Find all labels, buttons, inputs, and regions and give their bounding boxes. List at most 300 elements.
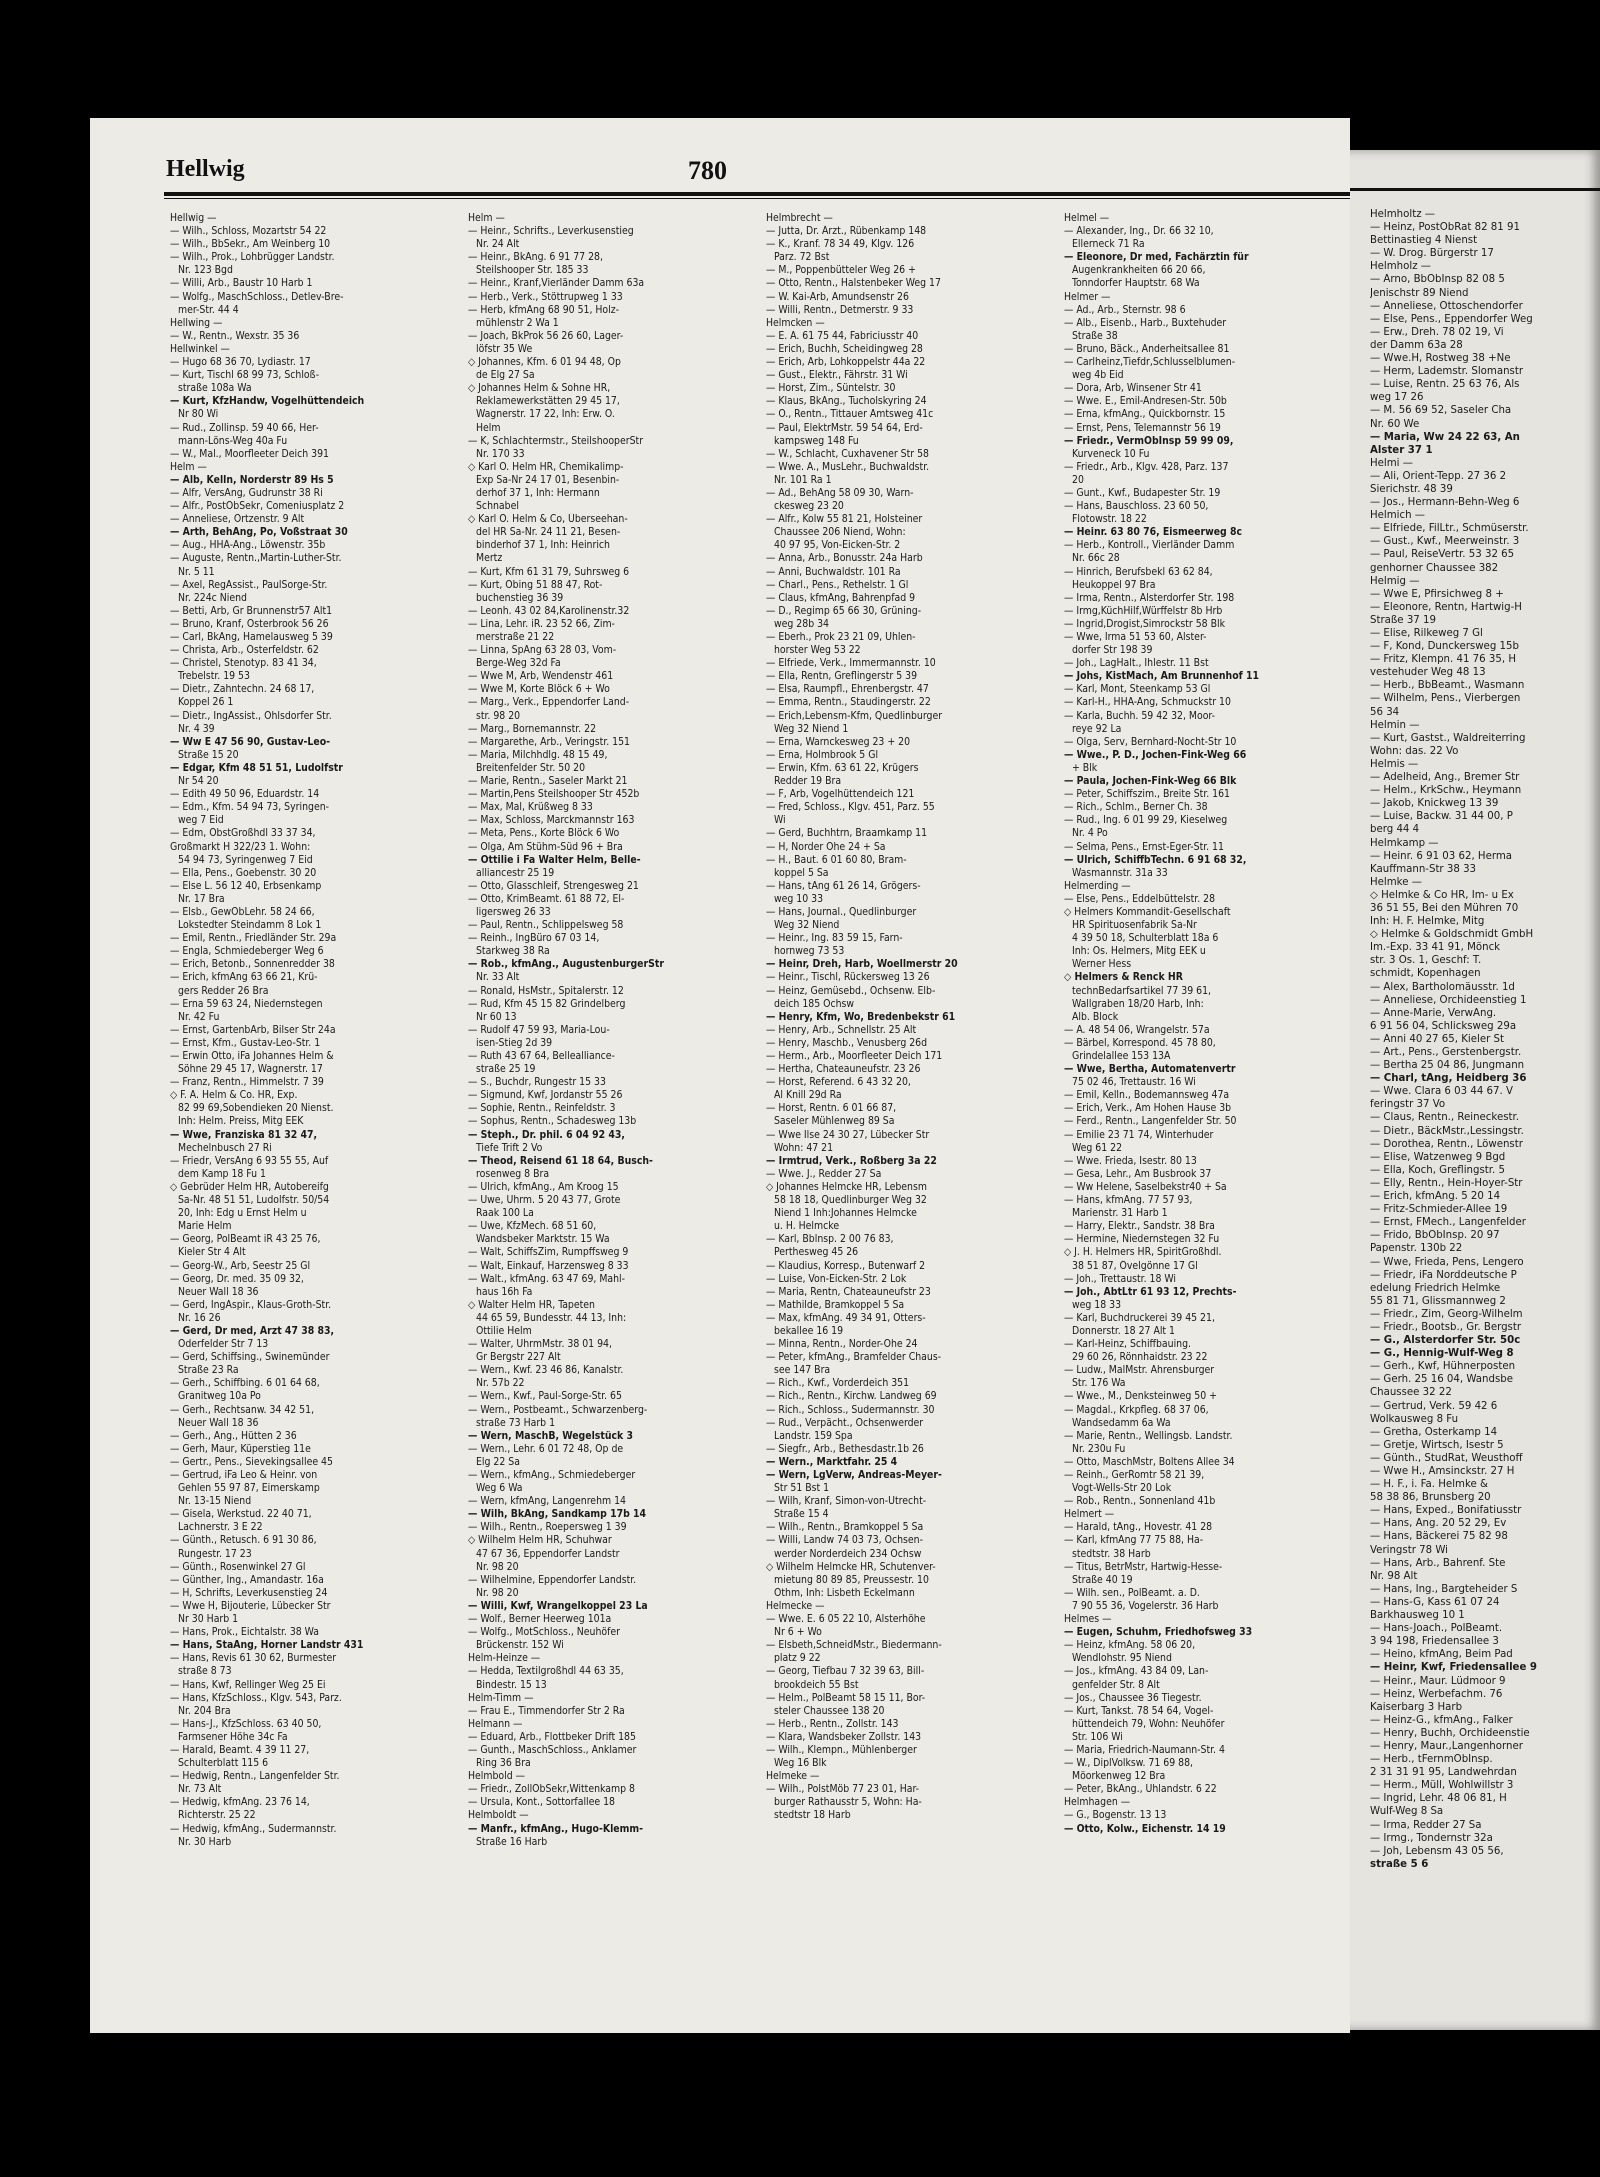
directory-entry: — Marie, Rentn., Wellingsb. Landstr. — [1064, 1429, 1233, 1442]
directory-entry: Heukoppel 97 Bra — [1072, 578, 1156, 591]
adjacent-page-column — [1370, 208, 1600, 2008]
directory-entry: — Carlheinz,Tiefdr,Schlusselblumen- — [1064, 356, 1236, 369]
directory-entry: haus 16h Fa — [476, 1285, 533, 1298]
directory-entry: — Wwe, Franziska 81 32 47, — [170, 1128, 318, 1141]
directory-entry: 47 67 36, Eppendorfer Landstr — [476, 1547, 620, 1560]
directory-entry: — Emilie 23 71 74, Winterhuder — [1064, 1128, 1214, 1141]
adjacent-page-entry: Wolkausweg 8 Fu — [1370, 1413, 1459, 1425]
adjacent-page-entry: 36 51 55, Bei den Mühren 70 — [1370, 902, 1519, 914]
directory-entry: Ring 36 Bra — [476, 1757, 531, 1770]
directory-entry: — Ulrich, kfmAng., Am Kroog 15 — [468, 1180, 619, 1193]
adjacent-page-entry: schmidt, Kopenhagen — [1370, 968, 1481, 980]
directory-entry: — Meta, Pens., Korte Blöck 6 Wo — [468, 827, 620, 840]
directory-entry: weg 4b Eid — [1072, 369, 1124, 382]
directory-entry: — Rud, Kfm 45 15 82 Grindelberg — [468, 997, 626, 1010]
directory-entry: — Frau E., Timmendorfer Str 2 Ra — [468, 1704, 625, 1717]
directory-entry: — H., Baut. 6 01 60 80, Bram- — [766, 853, 907, 866]
adjacent-page-entry: — Hans-G, Kass 61 07 24 — [1370, 1596, 1500, 1608]
directory-entry: Kieler Str 4 Alt — [178, 1246, 246, 1259]
directory-entry: — Betti, Arb, Gr Brunnenstr57 Alt1 — [170, 604, 333, 617]
directory-entry: Str 51 Bst 1 — [774, 1482, 830, 1495]
directory-entry: — Wilh., Schloss, Mozartstr 54 22 — [170, 225, 327, 238]
directory-entry: — Engla, Schmiedeberger Weg 6 — [170, 945, 324, 958]
directory-entry: — Irmtrud, Verk., Roßberg 3a 22 — [766, 1154, 937, 1167]
directory-entry: burger Rathausstr 5, Wohn: Ha- — [774, 1796, 922, 1809]
adjacent-page-entry: — Gerh. 25 16 04, Wandsbe — [1370, 1374, 1514, 1386]
adjacent-page-header-rule — [1330, 188, 1600, 191]
directory-entry: buchenstieg 36 39 — [476, 591, 564, 604]
directory-entry: Neuer Wall 18 36 — [178, 1416, 259, 1429]
directory-entry: hornweg 73 53 — [774, 945, 845, 958]
directory-entry: — Otto, MaschMstr, Boltens Allee 34 — [1064, 1455, 1235, 1468]
header-rule-thin — [164, 198, 1350, 199]
directory-entry: — Hans, Revis 61 30 62, Burmester — [170, 1652, 337, 1665]
adjacent-page-entry: — Herb., BbBeamt., Wasmann — [1370, 680, 1525, 692]
directory-entry: Nr. 170 33 — [476, 447, 525, 460]
directory-entry: — Minna, Rentn., Norder-Ohe 24 — [766, 1338, 918, 1351]
directory-entry: — Gerh., Rechtsanw. 34 42 51, — [170, 1403, 315, 1416]
directory-entry: — Gesa, Lehr., Am Busbrook 37 — [1064, 1167, 1212, 1180]
directory-entry: — Eduard, Arb., Flottbeker Drift 185 — [468, 1730, 636, 1743]
adjacent-page-entry: — G., Alsterdorfer Str. 50c — [1370, 1335, 1521, 1347]
directory-page — [90, 118, 1350, 2033]
adjacent-page-entry: — Anneliese, Orchideenstieg 1 — [1370, 994, 1527, 1006]
directory-entry: Nr 80 Wi — [178, 408, 219, 421]
directory-entry: 44 65 59, Bundesstr. 44 13, Inh: — [476, 1311, 627, 1324]
directory-entry: — Kurt, Tankst. 78 54 64, Vogel- — [1064, 1704, 1214, 1717]
directory-entry: — Paul, Rentn., Schlippelsweg 58 — [468, 919, 624, 932]
directory-entry: Helm — — [468, 212, 505, 224]
directory-entry: — Karl, kfmAng 77 75 88, Ha- — [1064, 1534, 1204, 1547]
directory-entry: — Otto, KrimBeamt. 61 88 72, El- — [468, 892, 625, 905]
directory-entry: — Hans, Prok., Eichtalstr. 38 Wa — [170, 1626, 319, 1639]
directory-entry: — Alfr, VersAng, Gudrunstr 38 Ri — [170, 486, 323, 499]
directory-entry: brookdeich 55 Bst — [774, 1678, 859, 1691]
directory-entry: — H, Norder Ohe 24 + Sa — [766, 840, 886, 853]
directory-entry: u. H. Helmcke — [774, 1220, 840, 1233]
directory-entry: Nr. 42 Fu — [178, 1010, 220, 1023]
adjacent-page-entry: — Gertrud, Verk. 59 42 6 — [1370, 1400, 1498, 1412]
directory-entry: Nr. 24 Alt — [476, 238, 520, 251]
directory-entry: Nr. 66c 28 — [1072, 552, 1120, 565]
adjacent-page-entry: — Anneliese, Ottoschendorfer — [1370, 300, 1523, 312]
adjacent-page-entry: — Adelheid, Ang., Bremer Str — [1370, 772, 1520, 784]
directory-entry: Parz. 72 Bst — [774, 251, 830, 264]
directory-entry: — Horst, Rentn. 6 01 66 87, — [766, 1102, 897, 1115]
directory-entry: — Rich., Rentn., Kirchw. Landweg 69 — [766, 1390, 937, 1403]
directory-entry: — Gisela, Werkstud. 22 40 71, — [170, 1508, 312, 1521]
adjacent-page-entry: vestehuder Weg 48 13 — [1370, 667, 1486, 679]
adjacent-page-entry: — F, Kond, Dunckersweg 15b — [1370, 641, 1519, 653]
adjacent-page-entry: — Elly, Rentn., Hein-Hoyer-Str — [1370, 1177, 1523, 1189]
directory-entry: — Elsbeth,SchneidMstr., Biedermann- — [766, 1639, 942, 1652]
directory-entry: — Otto, Rentn., Halstenbeker Weg 17 — [766, 277, 941, 290]
directory-entry: — Wwe Ilse 24 30 27, Lübecker Str — [766, 1128, 930, 1141]
directory-entry: — Wwe. J., Redder 27 Sa — [766, 1167, 882, 1180]
directory-entry: — Heinz, kfmAng. 58 06 20, — [1064, 1639, 1196, 1652]
directory-entry: — Wolfg., MotSchloss., Neuhöfer — [468, 1626, 621, 1639]
directory-entry: Helmert — — [1064, 1508, 1115, 1521]
directory-entry: koppel 5 Sa — [774, 866, 829, 879]
adjacent-page-entry: Straße 37 19 — [1370, 614, 1436, 626]
directory-entry: — Wilh., PolstMöb 77 23 01, Har- — [766, 1783, 920, 1796]
directory-entry: deich 185 Ochsw — [774, 997, 855, 1010]
directory-entry: Nr. 4 39 — [178, 722, 215, 735]
directory-entry: — Rich., Schloss., Sudermannstr. 30 — [766, 1403, 935, 1416]
directory-entry: — Erich,Lebensm-Kfm, Quedlinburger — [766, 709, 943, 722]
adjacent-page-entry: Helmkamp — — [1370, 837, 1439, 849]
directory-entry: Raak 100 La — [476, 1207, 534, 1220]
directory-entry: — Edm., Kfm. 54 94 73, Syringen- — [170, 801, 330, 814]
directory-entry: Tonndorfer Hauptstr. 68 Wa — [1072, 277, 1200, 290]
directory-entry: Nr. 30 Harb — [178, 1835, 232, 1848]
adjacent-page-entry: — Hans-Joach., PolBeamt. — [1370, 1623, 1503, 1635]
directory-entry: — Gertrud, iFa Leo & Heinr. von — [170, 1469, 318, 1481]
directory-entry: Starkweg 38 Ra — [476, 945, 550, 958]
directory-entry: 82 99 69,Sobendieken 20 Nienst. — [178, 1102, 334, 1115]
adjacent-page-entry: — Heino, kfmAng, Beim Pad — [1370, 1649, 1513, 1661]
directory-entry: Weg 16 Blk — [774, 1757, 827, 1770]
directory-entry: Straße 38 — [1072, 329, 1118, 342]
directory-entry: — Irma, Rentn., Alsterdorfer Str. 198 — [1064, 591, 1235, 604]
directory-entry: Helmel — — [1064, 212, 1110, 224]
adjacent-page-entry: Kauffmann-Str 38 33 — [1370, 863, 1477, 875]
directory-entry: — O., Rentn., Tittauer Amtsweg 41c — [766, 408, 934, 421]
directory-entry: — Franz, Rentn., Himmelstr. 7 39 — [170, 1076, 324, 1089]
directory-entry: — Horst, Referend. 6 43 32 20, — [766, 1076, 911, 1089]
directory-entry: — Peter, kfmAng., Bramfelder Chaus- — [766, 1351, 942, 1364]
directory-entry: — Maria, Milchhdlg. 48 15 49, — [468, 748, 608, 761]
directory-entry: — Linna, SpAng 63 28 03, Vom- — [468, 644, 617, 657]
directory-entry: Landstr. 159 Spa — [774, 1429, 853, 1442]
directory-entry: — Erwin Otto, iFa Johannes Helm & — [170, 1050, 334, 1062]
directory-entry: — Hedwig, kfmAng. 23 76 14, — [170, 1796, 310, 1809]
directory-entry: Augenkrankheiten 66 20 66, — [1072, 264, 1206, 277]
directory-entry: — Karl-Heinz, Schiffbauing. — [1064, 1338, 1192, 1351]
directory-entry: — Erna 59 63 24, Niedernstegen — [170, 997, 323, 1010]
directory-entry: — Rich., Kwf., Vorderdeich 351 — [766, 1377, 910, 1390]
adjacent-page-entry: 55 81 71, Glissmannweg 2 — [1370, 1295, 1506, 1307]
directory-entry: — Herb., Verk., Stöttrupweg 1 33 — [468, 290, 623, 303]
adjacent-page-entry: Helmis — — [1370, 758, 1419, 770]
directory-entry: Straße 23 Ra — [178, 1364, 239, 1377]
directory-entry: Nr 30 Harb 1 — [178, 1613, 239, 1626]
directory-entry: — H, Schrifts, Leverkusenstieg 24 — [170, 1586, 328, 1599]
directory-entry: Helm — [476, 421, 501, 434]
directory-entry: — Eberh., Prok 23 21 09, Uhlen- — [766, 631, 916, 643]
directory-entry: — Siegfr., Arb., Bethesdastr.1b 26 — [766, 1442, 924, 1455]
directory-entry: — Heinr, Dreh, Harb, Woellmerstr 20 — [766, 958, 958, 971]
adjacent-page-entry: — Herm., Müll, Wohlwillstr 3 — [1370, 1780, 1514, 1792]
directory-entry: ◇ Johannes Helm & Sohne HR, — [468, 382, 611, 395]
directory-entry: — Olga, Serv, Bernhard-Nocht-Str 10 — [1064, 735, 1237, 748]
adjacent-page-entry: — Charl, tAng, Heidberg 36 — [1370, 1073, 1527, 1085]
adjacent-page-entry: — Wwe. Clara 6 03 44 67. V — [1370, 1086, 1513, 1098]
directory-entry: — Erwin, Kfm. 63 61 22, Krügers — [766, 761, 919, 774]
adjacent-page-entry: genhorner Chaussee 382 — [1370, 562, 1499, 574]
adjacent-page-entry: Kaiserbarg 3 Harb — [1370, 1701, 1463, 1713]
adjacent-page-entry: — Maria, Ww 24 22 63, An — [1370, 431, 1520, 443]
directory-entry: — Klara, Wandsbeker Zollstr. 143 — [766, 1730, 922, 1743]
directory-entry: Nr. 33 Alt — [476, 971, 520, 984]
directory-entry: hüttendeich 79, Wohn: Neuhöfer — [1072, 1717, 1225, 1730]
directory-entry: Helmer — — [1064, 290, 1111, 303]
adjacent-page-entry: — Kurt, Gastst., Waldreiterring — [1370, 732, 1526, 744]
adjacent-page-entry: — Dietr., BäckMstr.,Lessingstr. — [1370, 1125, 1524, 1137]
directory-entry: Helmcken — — [766, 316, 825, 329]
column-1 — [170, 212, 432, 1992]
directory-entry: str. 98 20 — [476, 709, 521, 722]
adjacent-page-entry: — Wwe.H, Rostweg 38 +Ne — [1370, 353, 1511, 365]
directory-entry: 40 97 95, Von-Eicken-Str. 2 — [774, 539, 901, 552]
adjacent-page-entry: — Gretje, Wirtsch, Isestr 5 — [1370, 1439, 1504, 1451]
adjacent-page-entry: ◇ Helmke & Co HR, Im- u Ex — [1370, 889, 1514, 901]
directory-entry: — Margarethe, Arb., Veringstr. 151 — [468, 735, 630, 748]
directory-entry: — Kurt, Kfm 61 31 79, Suhrsweg 6 — [468, 565, 630, 578]
directory-entry: 29 60 26, Rönnhaidstr. 23 22 — [1072, 1351, 1208, 1364]
directory-entry: — Ad., Arb., Sternstr. 98 6 — [1064, 303, 1186, 316]
directory-entry: — Gerd, Schiffsing., Swinemünder — [170, 1351, 330, 1364]
adjacent-page-entry: — Bertha 25 04 86, Jungmann — [1370, 1060, 1525, 1072]
directory-entry: Straße 15 20 — [178, 748, 239, 761]
directory-entry: — Max, Schloss, Marckmannstr 163 — [468, 814, 635, 827]
directory-entry: — Else L. 56 12 40, Erbsenkamp — [170, 879, 322, 892]
adjacent-page-entry: — Heinr., Maur. Lüdmoor 9 — [1370, 1675, 1506, 1687]
directory-entry: — W. Kai-Arb, Amundsenstr 26 — [766, 290, 909, 303]
adjacent-page-entry: — Frido, BbObInsp. 20 97 — [1370, 1230, 1500, 1242]
directory-entry: Oderfelder Str 7 13 — [178, 1338, 269, 1351]
adjacent-page-entry: — Alex, Bartholomäusstr. 1d — [1370, 981, 1515, 993]
directory-entry: merstraße 21 22 — [476, 631, 555, 643]
directory-entry: straße 108a Wa — [178, 382, 252, 395]
directory-entry: — Ursula, Kont., Sottorfallee 18 — [468, 1796, 616, 1809]
directory-entry: — Otto, Kolw., Eichenstr. 14 19 — [1064, 1822, 1226, 1835]
adjacent-page-entry: Chaussee 32 22 — [1370, 1387, 1452, 1399]
directory-entry: — Gust., Elektr., Fährstr. 31 Wi — [766, 369, 908, 382]
directory-entry: — Theod, Reisend 61 18 64, Busch- — [468, 1154, 653, 1167]
directory-entry: — Herm., Arb., Moorfleeter Deich 171 — [766, 1050, 943, 1062]
directory-entry: — Wilh, Kranf, Simon-von-Utrecht- — [766, 1495, 927, 1508]
adjacent-page-entry: Helmholz — — [1370, 261, 1431, 273]
adjacent-page-entry: 2 31 31 91 95, Landwehrdan — [1370, 1767, 1517, 1779]
directory-entry: — Heinr., Schrifts., Leverkusenstieg — [468, 225, 634, 238]
directory-entry: — Herb., Rentn., Zollstr. 143 — [766, 1717, 899, 1730]
directory-entry: — Willi, Arb., Baustr 10 Harb 1 — [170, 277, 313, 290]
directory-entry: — Ferd., Rentn., Langenfelder Str. 50 — [1064, 1115, 1237, 1128]
directory-entry: Ellerneck 71 Ra — [1072, 238, 1145, 251]
directory-entry: weg 7 Eid — [178, 814, 224, 827]
directory-entry: — Uwe, Uhrm. 5 20 43 77, Grote — [468, 1194, 621, 1207]
directory-entry: 20 — [1072, 473, 1084, 486]
directory-entry: — Wern., kfmAng., Schmiedeberger — [468, 1469, 636, 1481]
column-3 — [766, 212, 1028, 1992]
directory-entry: Nr. 230u Fu — [1072, 1442, 1126, 1455]
directory-entry: Tiefe Trift 2 Vo — [476, 1141, 543, 1154]
directory-entry: Othm, Inh: Lisbeth Eckelmann — [774, 1586, 915, 1599]
directory-entry: — Aug., HHA-Ang., Löwenstr. 35b — [170, 539, 326, 552]
adjacent-page-entry: — Herb., tFernmObInsp. — [1370, 1754, 1493, 1766]
directory-entry: — Heinr., Tischl, Rückersweg 13 26 — [766, 971, 930, 984]
directory-entry: ◇ Johannes Helmcke HR, Lebensm — [766, 1180, 927, 1193]
directory-entry: — Joh., LagHalt., Ihlestr. 11 Bst — [1064, 657, 1209, 670]
adjacent-page-entry: Bettinastieg 4 Nienst — [1370, 235, 1478, 247]
directory-entry: ◇ Karl O. Helm HR, Chemikalimp- — [468, 460, 624, 473]
directory-entry: — Erna, kfmAng., Quickbornstr. 15 — [1064, 408, 1226, 421]
adjacent-page-entry: — Heinz, PostObRat 82 81 91 — [1370, 222, 1520, 234]
adjacent-page-entry: edelung Friedrich Helmke — [1370, 1282, 1501, 1294]
directory-entry: mer-Str. 44 4 — [178, 303, 239, 316]
directory-entry: — Olga, Am Stühm-Süd 96 + Bra — [468, 840, 623, 853]
adjacent-page-entry: Nr. 60 We — [1370, 418, 1420, 430]
directory-entry: — Erich, kfmAng 63 66 21, Krü- — [170, 971, 318, 984]
directory-entry: — Joh., AbtLtr 61 93 12, Prechts- — [1064, 1285, 1237, 1298]
directory-entry: — Fred, Schloss., Klgv. 451, Parz. 55 — [766, 801, 935, 814]
directory-entry: kampsweg 148 Fu — [774, 434, 859, 447]
directory-entry: — Karla, Buchh. 59 42 32, Moor- — [1064, 709, 1215, 722]
directory-entry: — Wern., Lehr. 6 01 72 48, Op de — [468, 1442, 624, 1455]
directory-entry: — Wern., Marktfahr. 25 4 — [766, 1455, 898, 1468]
directory-entry: — Karl-H., HHA-Ang, Schmuckstr 10 — [1064, 696, 1231, 709]
directory-entry: — Hedwig, Rentn., Langenfelder Str. — [170, 1770, 340, 1783]
directory-entry: — Bärbel, Korrespond. 45 78 80, — [1064, 1036, 1216, 1049]
directory-entry: — F, Arb, Vogelhüttendeich 121 — [766, 788, 915, 801]
directory-entry: Wandsedamm 6a Wa — [1072, 1416, 1171, 1429]
directory-entry: Str. 176 Wa — [1072, 1377, 1126, 1390]
directory-entry: — Rud., Ing. 6 01 99 29, Kieselweg — [1064, 814, 1228, 827]
directory-entry: Nr 60 13 — [476, 1010, 517, 1023]
directory-entry: — Reinh., GerRomtr 58 21 39, — [1064, 1469, 1205, 1481]
directory-entry: — Anna, Arb., Bonusstr. 24a Harb — [766, 552, 923, 565]
adjacent-page-entry: — Wwe, Frieda, Pens, Lengero — [1370, 1256, 1524, 1268]
directory-entry: — Selma, Pens., Ernst-Eger-Str. 11 — [1064, 840, 1224, 853]
directory-entry: Nr. 13-15 Niend — [178, 1495, 252, 1508]
directory-entry: — Georg, Dr. med. 35 09 32, — [170, 1272, 304, 1285]
directory-entry: Schulterblatt 115 6 — [178, 1757, 269, 1770]
directory-entry: Sa-Nr. 48 51 51, Ludolfstr. 50/54 — [178, 1194, 330, 1207]
directory-entry: — Walt., kfmAng. 63 47 69, Mahl- — [468, 1272, 626, 1285]
adjacent-page-entry: — Wilhelm, Pens., Vierbergen — [1370, 693, 1521, 705]
directory-entry: isen-Stieg 2d 39 — [476, 1036, 553, 1049]
directory-entry: Helmbrecht — — [766, 212, 833, 224]
directory-entry: — Rich., Schlm., Berner Ch. 38 — [1064, 801, 1208, 814]
directory-entry: Nr 6 + Wo — [774, 1626, 822, 1639]
directory-entry: — Maria, Friedrich-Naumann-Str. 4 — [1064, 1743, 1225, 1756]
adjacent-page-entry: — Dorothea, Rentn., Löwenstr — [1370, 1138, 1523, 1150]
directory-entry: Inh: Os. Helmers, Mitg EEK u — [1072, 945, 1206, 958]
adjacent-page-entry: feringstr 37 Vo — [1370, 1099, 1446, 1111]
adjacent-page-entry: — Helm., KrkSchw., Heymann — [1370, 785, 1522, 797]
directory-entry: Söhne 29 45 17, Wagnerstr. 17 — [178, 1063, 323, 1076]
directory-entry: — Helm., PolBeamt 58 15 11, Bor- — [766, 1691, 926, 1704]
directory-entry: — Charl., Pens., Rethelstr. 1 Gl — [766, 578, 909, 591]
directory-entry: — Edith 49 50 96, Eduardstr. 14 — [170, 788, 320, 801]
directory-entry: — Wern, MaschB, Wegelstück 3 — [468, 1429, 633, 1442]
directory-entry: 58 18 18, Quedlinburger Weg 32 — [774, 1194, 927, 1207]
adjacent-page-entry: — Ella, Koch, Greflingstr. 5 — [1370, 1164, 1505, 1176]
directory-entry: mühlenstr 2 Wa 1 — [476, 316, 559, 329]
directory-entry: steler Chaussee 138 20 — [774, 1704, 885, 1717]
adjacent-page-entry: Jenischstr 89 Niend — [1370, 287, 1469, 299]
directory-entry: alliancestr 25 19 — [476, 866, 555, 879]
directory-entry: — Ulrich, SchiffbTechn. 6 91 68 32, — [1064, 853, 1247, 866]
directory-entry: Grindelallee 153 13A — [1072, 1050, 1171, 1062]
directory-entry: Mechelnbusch 27 Ri — [178, 1141, 272, 1154]
directory-entry: — Peter, Schiffszim., Breite Str. 161 — [1064, 788, 1230, 801]
directory-entry: — Arth, BehAng, Po, Voßstraat 30 — [170, 526, 348, 539]
directory-entry: — Erich, Arb, Lohkoppelstr 44a 22 — [766, 356, 926, 369]
directory-entry: — Alb., Eisenb., Harb., Buxtehuder — [1064, 316, 1227, 329]
directory-entry: — Claus, kfmAng, Bahrenpfad 9 — [766, 591, 916, 604]
directory-entry: — E. A. 61 75 44, Fabriciusstr 40 — [766, 329, 919, 342]
directory-entry: — Hertha, Chateauneufstr. 23 26 — [766, 1063, 921, 1076]
directory-entry: Neuer Wall 18 36 — [178, 1285, 259, 1298]
adjacent-page-entry: — Henry, Buchh, Orchideenstie — [1370, 1727, 1530, 1739]
directory-entry: Nr. 204 Bra — [178, 1704, 231, 1717]
directory-entry: — Klaudius, Korresp., Butenwarf 2 — [766, 1259, 926, 1272]
directory-entry: Marienstr. 31 Harb 1 — [1072, 1207, 1168, 1220]
directory-entry: Nr. 16 26 — [178, 1311, 221, 1324]
directory-entry: Werner Hess — [1072, 958, 1132, 971]
directory-entry: Farmsener Höhe 34c Fa — [178, 1730, 288, 1743]
directory-entry: — Wwe, Bertha, Automatenvertr — [1064, 1063, 1236, 1076]
directory-entry: mann-Löns-Weg 40a Fu — [178, 434, 288, 447]
directory-entry: Helmecke — — [766, 1599, 825, 1612]
directory-entry: Hellwing — — [170, 316, 223, 329]
directory-entry: Flotowstr. 18 22 — [1072, 513, 1147, 526]
directory-entry: — Martin,Pens Steilshooper Str 452b — [468, 788, 640, 801]
directory-entry: straße 25 19 — [476, 1063, 536, 1076]
directory-entry: — Wern, LgVerw, Andreas-Meyer- — [766, 1469, 942, 1481]
directory-entry: Weg 6 Wa — [476, 1482, 523, 1495]
directory-entry: — Jutta, Dr. Ärzt., Rübenkamp 148 — [766, 225, 927, 238]
directory-entry: 75 02 46, Trettaustr. 16 Wi — [1072, 1076, 1196, 1089]
directory-entry: Nr. 4 Po — [1072, 827, 1108, 840]
directory-entry: — Sigmund, Kwf, Jordanstr 55 26 — [468, 1089, 623, 1102]
directory-entry: — Marie, Rentn., Saseler Markt 21 — [468, 775, 628, 788]
directory-entry: Helm — — [170, 460, 207, 473]
directory-entry: rosenweg 8 Bra — [476, 1167, 550, 1180]
directory-entry: — Willi, Rentn., Detmerstr. 9 33 — [766, 303, 914, 316]
directory-entry: — Hans, Kwf, Rellinger Weg 25 Ei — [170, 1678, 326, 1691]
directory-entry: — Kurt, Tischl 68 99 73, Schloß- — [170, 369, 320, 382]
adjacent-page-entry: — Friedr., Zim, Georg-Wilhelm — [1370, 1308, 1523, 1320]
directory-entry: Nr. 101 Ra 1 — [774, 473, 832, 486]
directory-entry: Mertz — [476, 552, 503, 565]
directory-entry: — Alfr., PostObSekr, Comeniusplatz 2 — [170, 500, 345, 513]
directory-entry: — Hedda, Textilgroßhdl 44 63 35, — [468, 1665, 624, 1678]
directory-entry: — Maria, Rentn, Chateauneufstr 23 — [766, 1285, 931, 1298]
directory-entry: Wagnerstr. 17 22, Inh: Erw. O. — [476, 408, 615, 421]
adjacent-page-entry: berg 44 4 — [1370, 824, 1420, 836]
directory-entry: Trebelstr. 19 53 — [178, 670, 250, 683]
directory-entry: — D., Regimp 65 66 30, Grüning- — [766, 604, 922, 617]
directory-entry: — Gunth., MaschSchloss., Anklamer — [468, 1743, 637, 1756]
directory-entry: — Karl, Bblnsp. 2 00 76 83, — [766, 1233, 894, 1246]
directory-entry: Hellwig — — [170, 212, 217, 224]
directory-entry: Perthesweg 45 26 — [774, 1246, 859, 1259]
directory-entry: — Henry, Arb., Schnellstr. 25 Alt — [766, 1023, 917, 1036]
directory-entry: Chaussee 206 Niend, Wohn: — [774, 526, 906, 539]
directory-entry: Gr Bergstr 227 Alt — [476, 1351, 561, 1364]
directory-entry: HR Spirituosenfabrik Sa-Nr — [1072, 919, 1197, 932]
directory-entry: — Anni, Buchwaldstr. 101 Ra — [766, 565, 901, 578]
directory-entry: — Günther, Ing., Amandastr. 16a — [170, 1573, 324, 1586]
directory-entry: — Wilh., Prok., Lohbrügger Landstr. — [170, 251, 335, 264]
directory-entry: — Herb., Kontroll., Vierländer Damm — [1064, 539, 1235, 552]
directory-entry: — Ella, Rentn, Greflingerstr 5 39 — [766, 670, 918, 683]
directory-entry: Brückenstr. 152 Wi — [476, 1639, 564, 1652]
adjacent-page-entry: — Ingrid, Lehr. 48 06 81, H — [1370, 1793, 1507, 1805]
